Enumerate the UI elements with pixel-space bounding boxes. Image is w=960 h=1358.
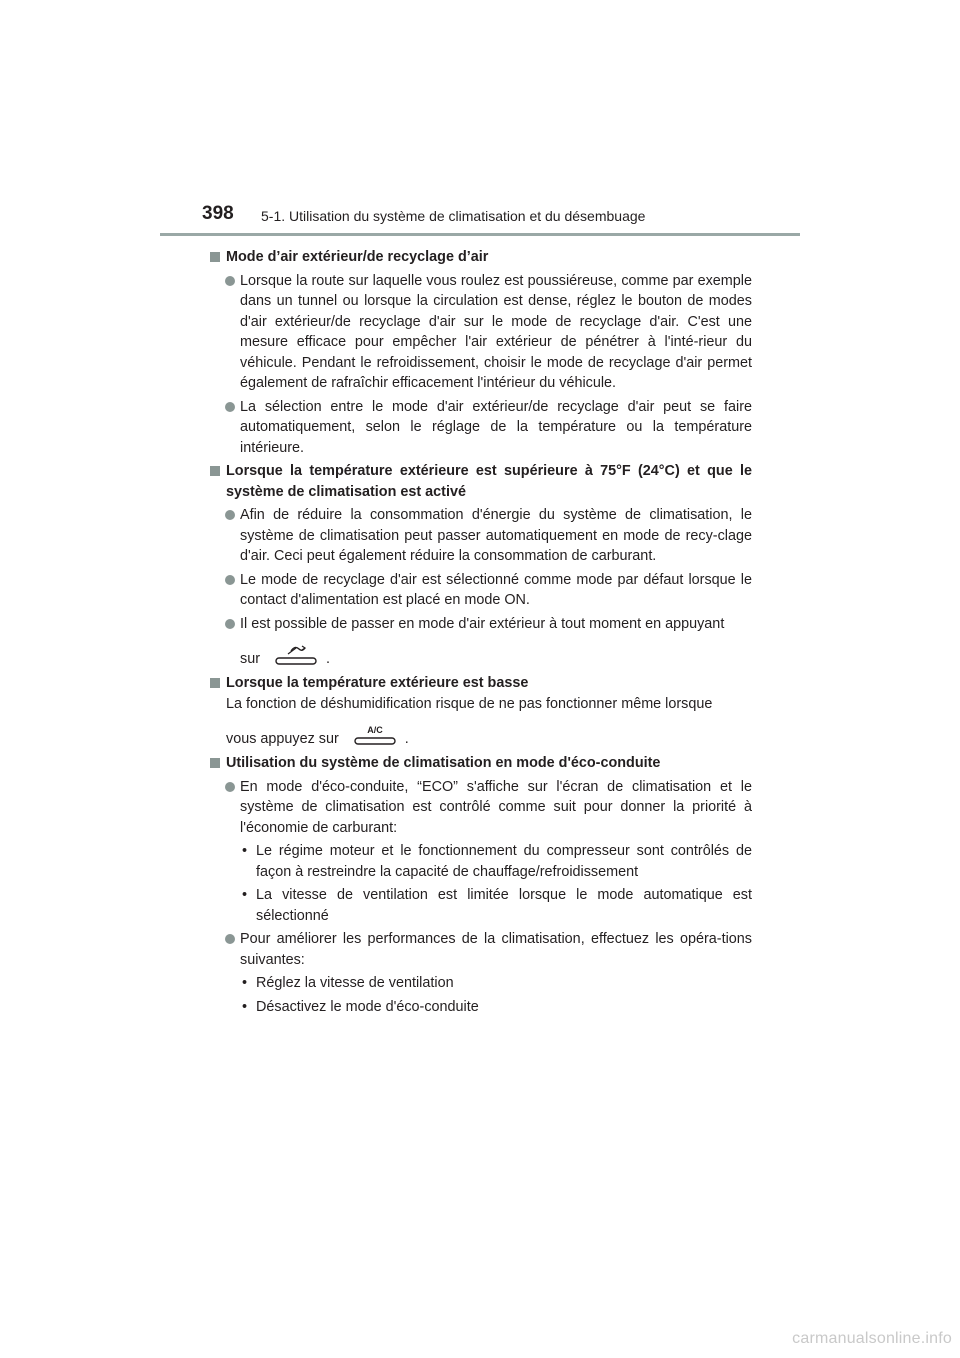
page-number: 398 (202, 203, 234, 224)
square-bullet-icon (210, 678, 220, 688)
sub-bullet-item: • Réglez la vitesse de ventilation (242, 975, 454, 991)
circle-bullet-icon (225, 276, 235, 286)
bullet-item: Pour améliorer les performances de la climatisation, effectuez les opéra-tions suivantes: (210, 929, 752, 970)
circle-bullet-icon (225, 510, 235, 520)
ac-button-icon (353, 722, 397, 756)
circle-bullet-icon (225, 575, 235, 585)
section-text: La fonction de déshumidification risque de ne pas fonctionner même lorsque (226, 695, 713, 712)
bullet-item: En mode d'éco-conduite, “ECO” s'affiche sur l'écran de climatisation et le système de climatisation est contrôlé comme suit pour donner la priorité à l'économie de carburant: (210, 777, 752, 839)
sub-bullet-item: • Désactivez le mode d'éco-conduite (242, 998, 479, 1015)
page-content (210, 244, 752, 1017)
square-bullet-icon (210, 252, 220, 262)
section-title: Utilisation du système de climatisation en mode d'éco-conduite (210, 753, 752, 774)
header-rule (160, 233, 800, 236)
button-reference-line: sur . (210, 642, 752, 670)
circle-bullet-icon (225, 619, 235, 629)
outside-air-button-icon (274, 642, 318, 676)
circle-bullet-icon (225, 934, 235, 944)
bullet-item: La sélection entre le mode d'air extérieur/de recyclage d'air peut se faire automatiquement, selon le réglage de la température ou la température intérieure. (210, 397, 752, 459)
section-title: Lorsque la température extérieure est supérieure à 75°F (24°C) et que le système de climatisation est activé (210, 461, 752, 502)
square-bullet-icon (210, 758, 220, 768)
button-reference-line: vous appuyez sur A/C . (210, 722, 752, 750)
square-bullet-icon (210, 466, 220, 476)
chapter-title: 5-1. Utilisation du système de climatisation et du désembuage (261, 208, 646, 224)
bullet-item: Lorsque la route sur laquelle vous roulez est poussiéreuse, comme par exemple dans un tunnel ou lorsque la circulation est dense, réglez le bouton de modes d'air extérieur/de recyclage d'air sur le mode de recyclage d'air. C'est une mesure efficace pour empêcher l'air extérieur de pénétrer à l'inté-rieur du véhicule. Pendant le refroidissement, choisir le mode de recyclage d'air permet également de rafraîchir efficacement l'intérieur du véhicule. (210, 271, 752, 394)
watermark: carmanualsonline.info (792, 1330, 952, 1347)
section-title: Lorsque la température extérieure est basse (210, 673, 752, 694)
circle-bullet-icon (225, 402, 235, 412)
ac-button-label: A/C (367, 725, 383, 735)
bullet-item: Afin de réduire la consommation d'énergie du système de climatisation, le système de climatisation peut passer automatiquement en mode de recy-clage d'air. Ceci peut également réduire la consommation de carburant. (210, 505, 752, 567)
bullet-item: Il est possible de passer en mode d'air extérieur à tout moment en appuyant (210, 614, 752, 635)
page-header (0, 0, 960, 240)
circle-bullet-icon (225, 782, 235, 792)
bullet-item: Le mode de recyclage d'air est sélectionné comme mode par défaut lorsque le contact d'alimentation est placé en mode ON. (210, 570, 752, 611)
sub-bullet-item: • La vitesse de ventilation est limitée lorsque le mode automatique est sélectionné (242, 887, 752, 924)
sub-bullet-item: • Le régime moteur et le fonctionnement du compresseur sont contrôlés de façon à restreindre la capacité de chauffage/refroidissement (242, 843, 752, 880)
section-title: Mode d’air extérieur/de recyclage d’air (210, 247, 752, 268)
